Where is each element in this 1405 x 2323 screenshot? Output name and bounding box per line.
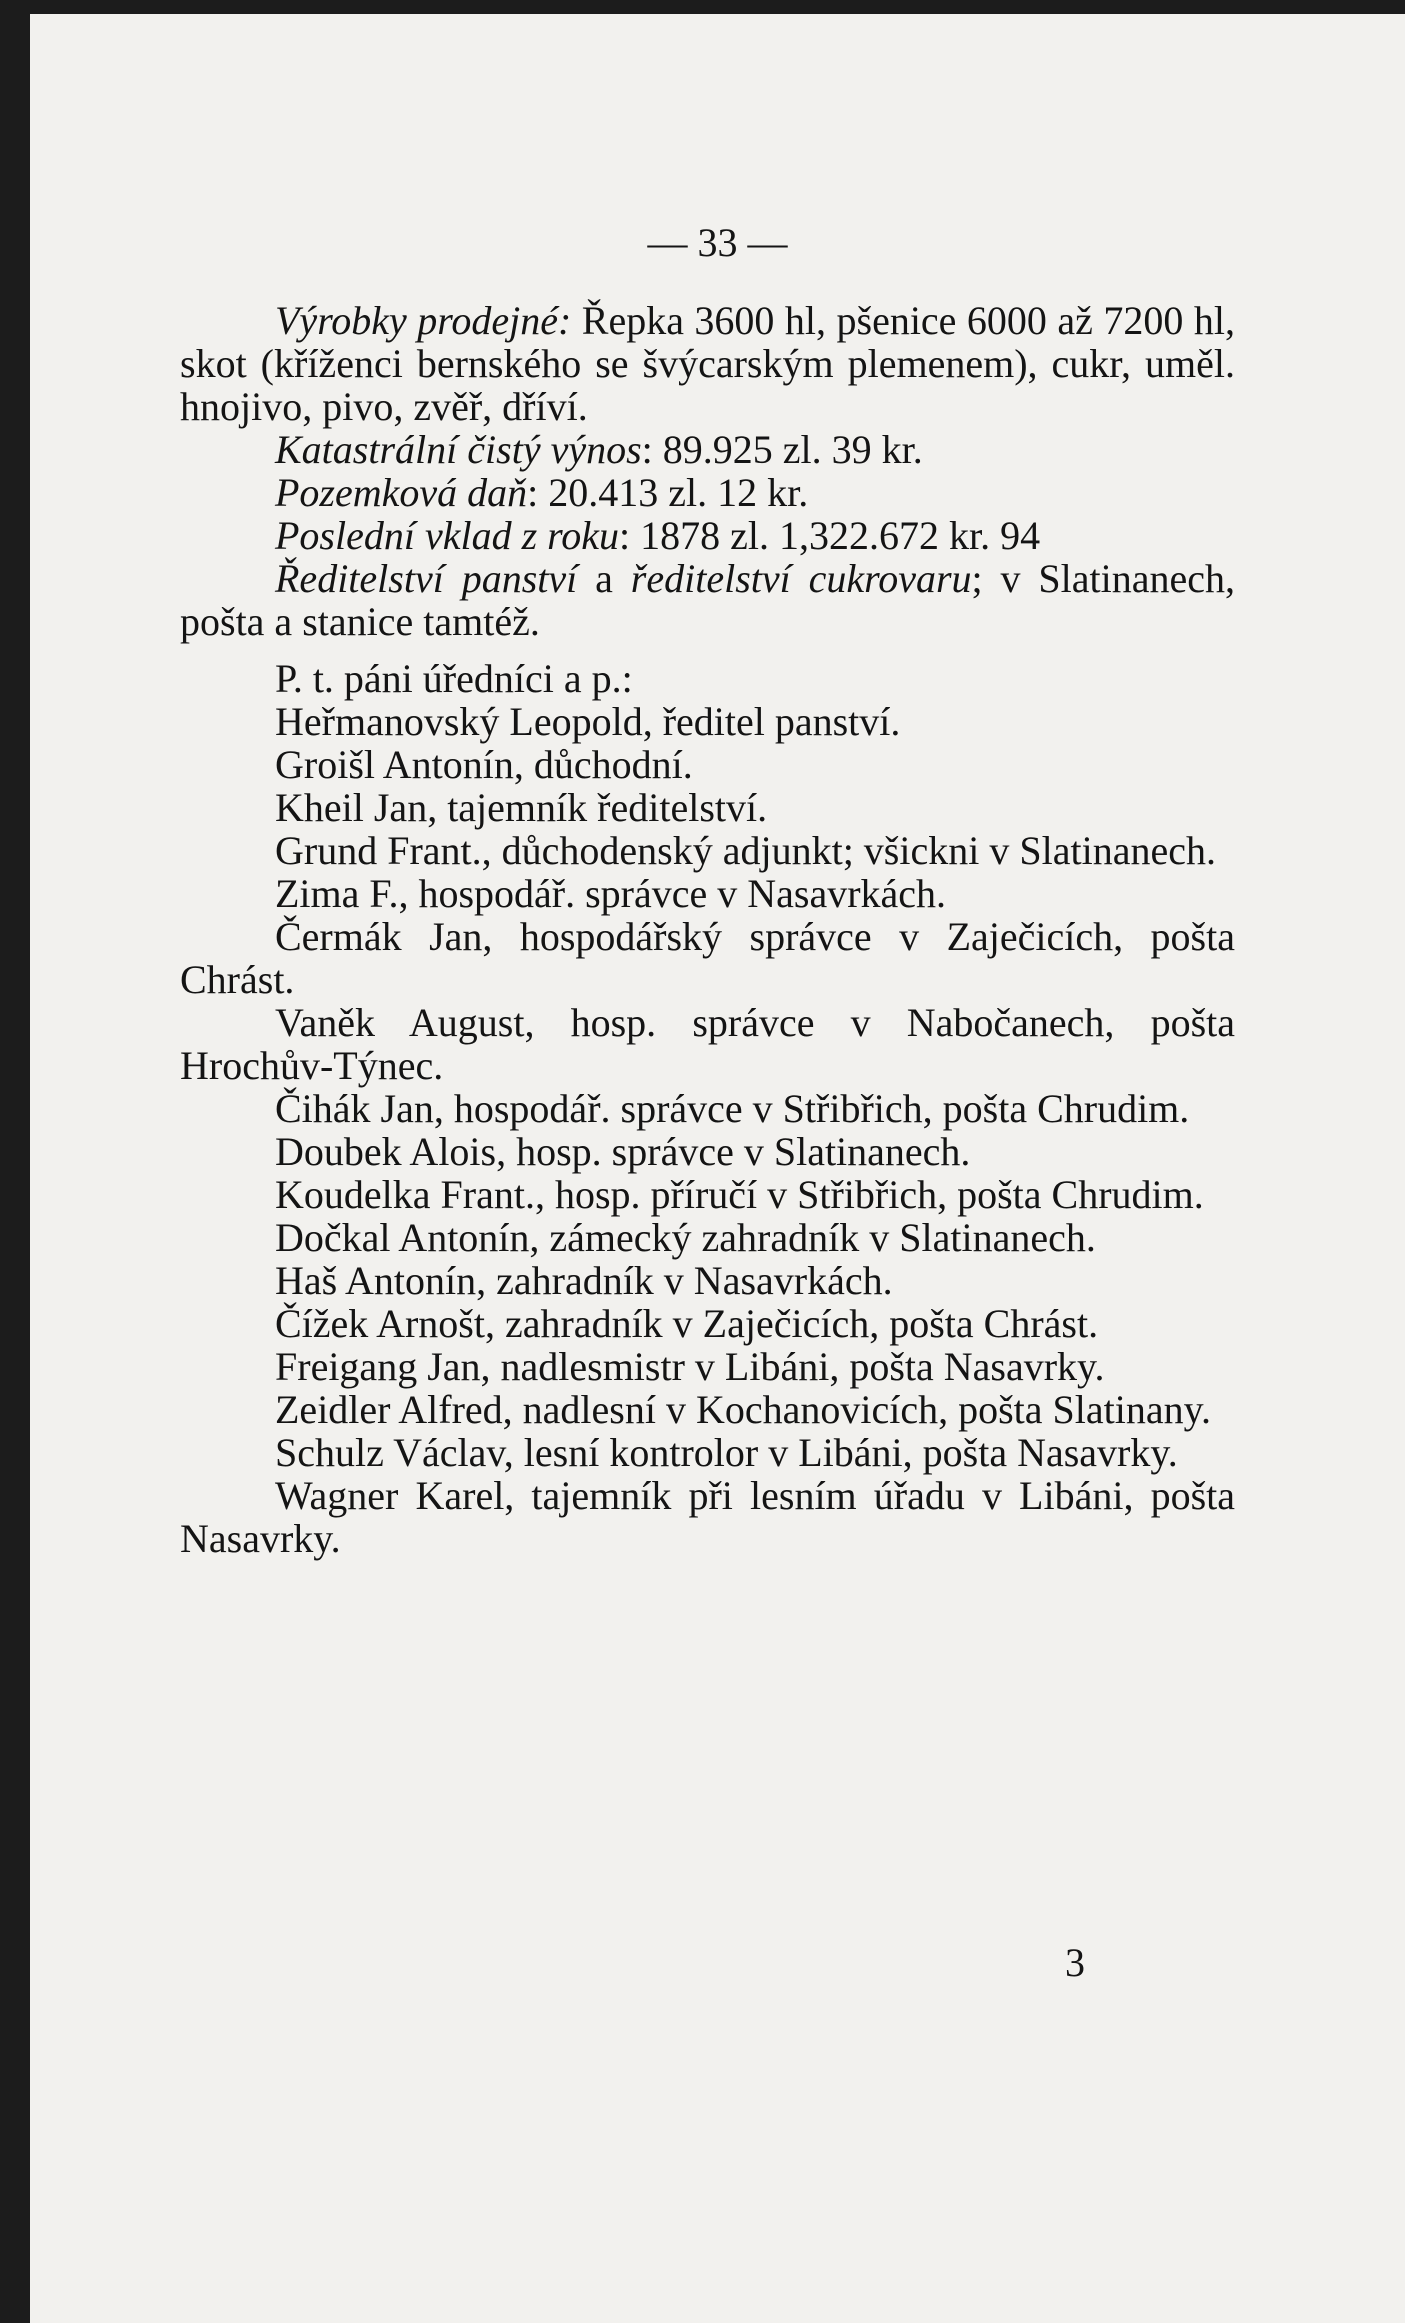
- directorate-paragraph: [180, 557, 1235, 643]
- directorate-label-estate: Ředitelství panství: [275, 556, 578, 601]
- cadastral-text: : 89.925 zl. 39 kr.: [641, 427, 923, 472]
- page-number: — 33 —: [647, 220, 788, 265]
- cadastral-label: Katastrální čistý výnos: [275, 427, 642, 472]
- directorate-text: ; v Slatinanech, pošta a stanice tamtéž.: [180, 556, 1236, 644]
- products-label: Výrobky prodejné:: [275, 298, 572, 343]
- official-entry: Haš Antonín, zahradník v Nasavrkách.: [275, 1258, 893, 1303]
- official-entry: Groišl Antonín, důchodní.: [275, 742, 693, 787]
- official-entry: Čermák Jan, hospodářský správce v Zaječicích, pošta Chrást.: [180, 914, 1235, 1002]
- official-entry: Wagner Karel, tajemník při lesním úřadu v Libáni, pošta Nasavrky.: [180, 1473, 1235, 1561]
- last-deposit-paragraph: [180, 514, 1235, 557]
- cadastral-paragraph: [180, 428, 1235, 471]
- official-entry: Freigang Jan, nadlesmistr v Libáni, pošta Nasavrky.: [275, 1344, 1105, 1389]
- official-entry: Grund Frant., důchodenský adjunkt; všickni v Slatinanech.: [275, 828, 1216, 873]
- official-entry: Dočkal Antonín, zámecký zahradník v Slatinanech.: [275, 1215, 1096, 1260]
- officials-header: P. t. páni úředníci a p.:: [275, 656, 633, 701]
- official-entry: Heřmanovský Leopold, ředitel panství.: [275, 699, 901, 744]
- official-entry: Vaněk August, hosp. správce v Nabočanech, pošta Hrochův-Týnec.: [180, 1000, 1235, 1088]
- last-deposit-text: : 1878 zl. 1,322.672 kr. 94: [619, 513, 1041, 558]
- directorate-label-sugar: ředitelství cukrovaru: [630, 556, 972, 601]
- last-deposit-label: Poslední vklad z roku: [275, 513, 620, 558]
- book-page: [30, 14, 1405, 2323]
- official-entry: Kheil Jan, tajemník ředitelství.: [275, 785, 768, 830]
- products-text: Řepka 3600 hl, pšenice 6000 až 7200 hl, skot (kříženci bernského se švýcarským plemenem), cukr, uměl. hnojivo, pivo, zvěř, dříví.: [180, 298, 1235, 429]
- page-text: [180, 299, 1235, 1560]
- official-entry: Doubek Alois, hosp. správce v Slatinanech.: [275, 1129, 971, 1174]
- official-entry: Zeidler Alfred, nadlesní v Kochanovicích, pošta Slatinany.: [275, 1387, 1212, 1432]
- land-tax-text: : 20.413 zl. 12 kr.: [527, 470, 809, 515]
- signature-mark: 3: [1065, 1940, 1085, 1985]
- land-tax-paragraph: [180, 471, 1235, 514]
- official-entry: Čížek Arnošt, zahradník v Zaječicích, pošta Chrást.: [275, 1301, 1099, 1346]
- official-entry: Zima F., hospodář. správce v Nasavrkách.: [275, 871, 947, 916]
- land-tax-label: Pozemková daň: [275, 470, 528, 515]
- directorate-and: a: [577, 556, 631, 601]
- products-paragraph: [180, 299, 1235, 428]
- official-entry: Koudelka Frant., hosp. příručí v Střibřich, pošta Chrudim.: [275, 1172, 1204, 1217]
- official-entry: Schulz Václav, lesní kontrolor v Libáni, pošta Nasavrky.: [275, 1430, 1178, 1475]
- official-entry: Čihák Jan, hospodář. správce v Střibřich, pošta Chrudim.: [275, 1086, 1190, 1131]
